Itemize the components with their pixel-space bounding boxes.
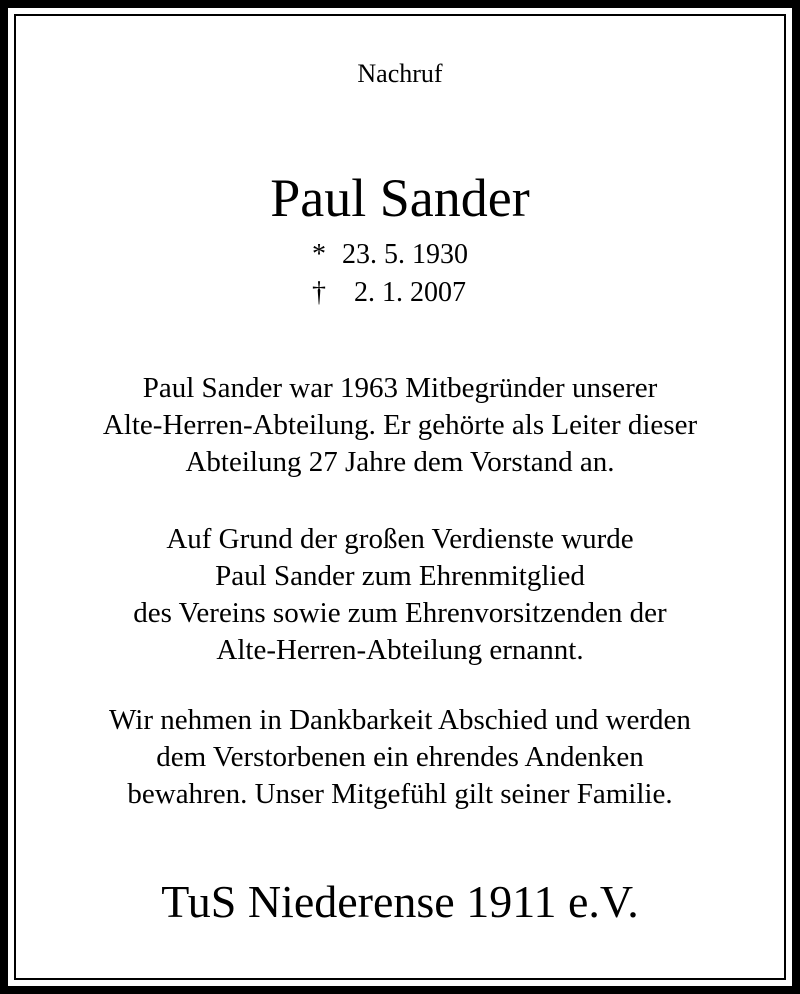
birth-date: 23. 5. 1930 — [342, 239, 468, 270]
club-name: TuS Niederense 1911 e.V. — [161, 876, 639, 927]
paragraph-line: Paul Sander war 1963 Mitbegründer unserer — [142, 372, 658, 404]
deceased-name: Paul Sander — [270, 168, 530, 228]
paragraph-farewell — [0, 702, 800, 813]
paragraph-line: Paul Sander zum Ehrenmitglied — [215, 560, 585, 592]
birth-date-row — [312, 236, 468, 274]
life-dates — [312, 236, 468, 312]
paragraph-founder — [0, 370, 800, 481]
paragraph-line: Auf Grund der großen Verdienste wurde — [166, 523, 634, 555]
paragraph-line: des Vereins sowie zum Ehrenvorsitzenden der — [133, 597, 667, 629]
paragraph-line: Alte-Herren-Abteilung. Er gehörte als Leiter dieser — [102, 409, 698, 441]
death-date: 2. 1. 2007 — [354, 277, 466, 308]
paragraph-honors — [0, 521, 800, 669]
paragraph-line: Wir nehmen in Dankbarkeit Abschied und werden — [109, 704, 691, 736]
obituary-heading: Nachruf — [357, 59, 443, 88]
death-dagger-symbol: † — [312, 277, 326, 308]
paragraph-line: Alte-Herren-Abteilung ernannt. — [216, 634, 584, 666]
paragraph-line: bewahren. Unser Mitgefühl gilt seiner Familie. — [127, 778, 673, 810]
birth-star-symbol: * — [312, 239, 326, 270]
paragraph-line: dem Verstorbenen ein ehrendes Andenken — [156, 741, 644, 773]
paragraph-line: Abteilung 27 Jahre dem Vorstand an. — [185, 446, 615, 478]
death-date-row — [312, 274, 468, 312]
obituary-inner-border — [14, 14, 786, 980]
